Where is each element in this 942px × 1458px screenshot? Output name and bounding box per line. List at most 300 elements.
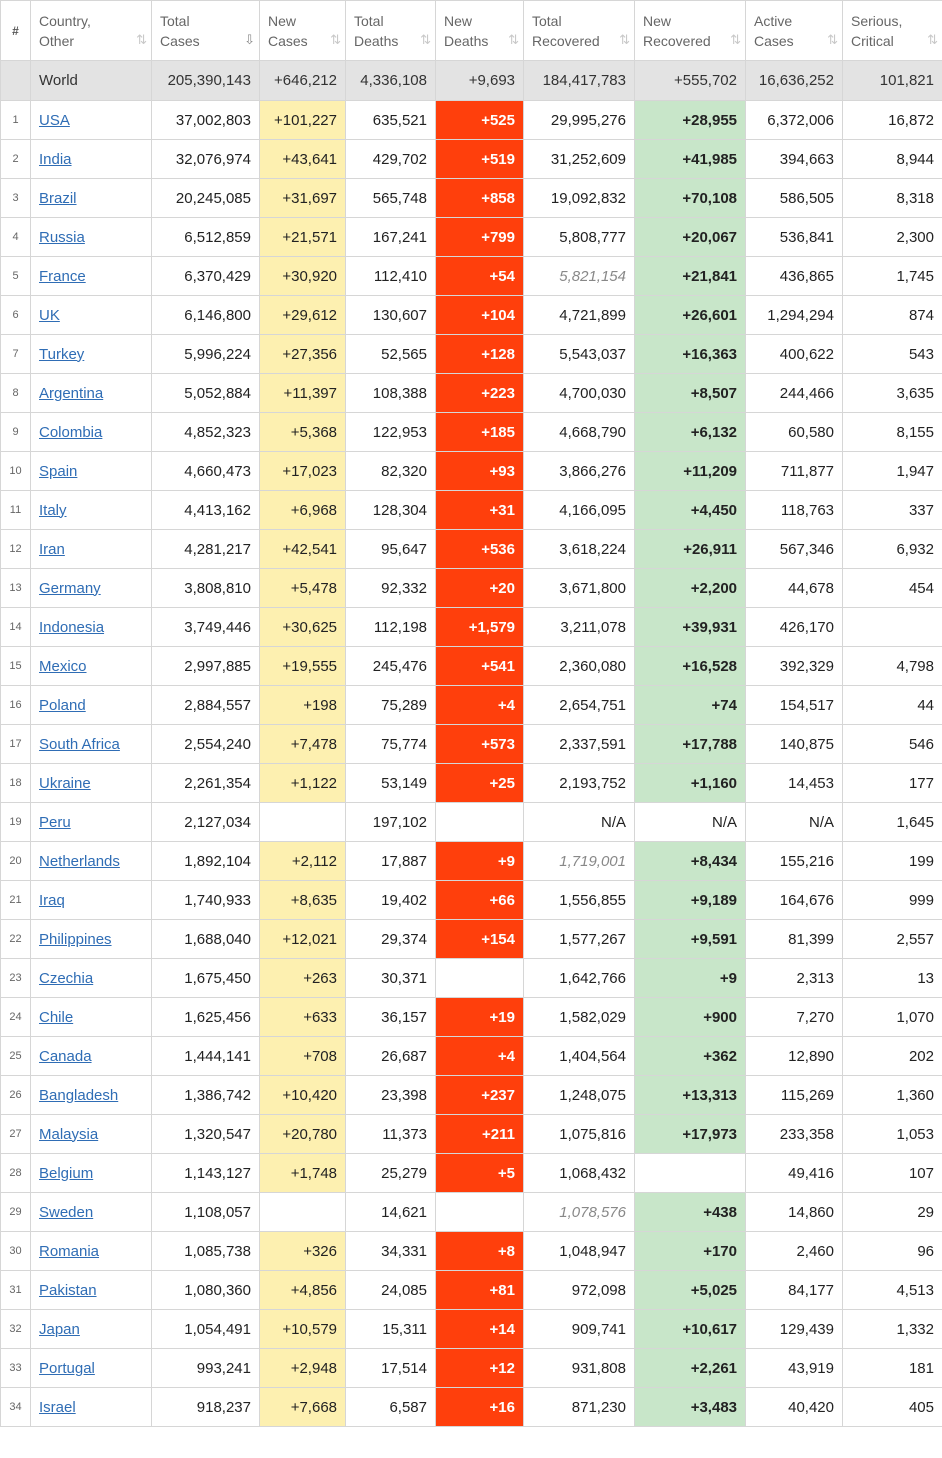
table-row (1, 803, 942, 842)
total-cases: 1,386,742 (152, 1076, 260, 1115)
country-cell (31, 1037, 152, 1076)
country-link[interactable]: Belgium (39, 1164, 94, 1182)
total-deaths: 108,388 (346, 374, 436, 413)
country-link[interactable]: Brazil (39, 189, 77, 207)
header-index: # (1, 1, 31, 61)
header-new-deaths-line2: Deaths (444, 32, 489, 49)
row-index: 5 (1, 257, 31, 296)
total-recovered: 5,543,037 (524, 335, 635, 374)
new-cases: +31,697 (260, 179, 346, 218)
row-index: 28 (1, 1154, 31, 1193)
new-deaths: +4 (436, 686, 524, 725)
new-deaths: +54 (436, 257, 524, 296)
row-index: 9 (1, 413, 31, 452)
new-deaths: +211 (436, 1115, 524, 1154)
total-cases: 993,241 (152, 1349, 260, 1388)
total-deaths: 6,587 (346, 1388, 436, 1427)
country-link[interactable]: Russia (39, 228, 85, 246)
country-link[interactable]: Argentina (39, 384, 104, 402)
header-total-cases-line1: Total (160, 12, 190, 29)
serious-critical: 4,513 (843, 1271, 942, 1310)
new-deaths: +154 (436, 920, 524, 959)
header-new-recovered-line1: New (643, 12, 672, 29)
row-index: 34 (1, 1388, 31, 1427)
total-deaths: 14,621 (346, 1193, 436, 1232)
new-deaths: +128 (436, 335, 524, 374)
total-cases: 2,127,034 (152, 803, 260, 842)
active-cases: 118,763 (746, 491, 843, 530)
new-cases: +30,625 (260, 608, 346, 647)
new-recovered: +26,601 (635, 296, 746, 335)
new-cases: +11,397 (260, 374, 346, 413)
total-cases: 5,052,884 (152, 374, 260, 413)
header-serious-line2: Critical (851, 32, 894, 49)
new-deaths (436, 803, 524, 842)
row-index: 29 (1, 1193, 31, 1232)
serious-critical: 1,070 (843, 998, 942, 1037)
active-cases: 60,580 (746, 413, 843, 452)
total-cases: 1,892,104 (152, 842, 260, 881)
serious-critical: 8,318 (843, 179, 942, 218)
new-deaths: +20 (436, 569, 524, 608)
country-link[interactable]: Italy (39, 501, 67, 519)
row-index: 12 (1, 530, 31, 569)
row-index: 20 (1, 842, 31, 881)
total-deaths: 26,687 (346, 1037, 436, 1076)
total-deaths: 17,514 (346, 1349, 436, 1388)
row-index: 16 (1, 686, 31, 725)
new-deaths: +93 (436, 452, 524, 491)
total-deaths: 95,647 (346, 530, 436, 569)
header-country-line1: Country, (39, 12, 91, 29)
world-new-recovered: +555,702 (635, 61, 746, 101)
sort-icon[interactable]: ⇅ (420, 32, 429, 47)
new-deaths: +8 (436, 1232, 524, 1271)
active-cases: N/A (746, 803, 843, 842)
table-row (1, 1388, 942, 1427)
header-country-line2: Other (39, 32, 75, 49)
new-recovered: +900 (635, 998, 746, 1037)
active-cases: 244,466 (746, 374, 843, 413)
table-row (1, 725, 942, 764)
header-new-recovered[interactable] (635, 1, 746, 61)
active-cases: 567,346 (746, 530, 843, 569)
country-link[interactable]: Ukraine (39, 774, 91, 792)
new-cases: +263 (260, 959, 346, 998)
total-cases: 5,996,224 (152, 335, 260, 374)
country-link[interactable]: Indonesia (39, 618, 105, 636)
table-row (1, 1037, 942, 1076)
total-recovered: 1,556,855 (524, 881, 635, 920)
header-total-cases[interactable] (152, 1, 260, 61)
new-deaths: +541 (436, 647, 524, 686)
new-recovered: +3,483 (635, 1388, 746, 1427)
header-new-recovered-line2: Recovered (643, 32, 711, 49)
country-link[interactable]: USA (39, 111, 70, 129)
total-cases: 20,245,085 (152, 179, 260, 218)
new-deaths: +525 (436, 101, 524, 140)
header-active-cases[interactable] (746, 1, 843, 61)
total-cases: 1,320,547 (152, 1115, 260, 1154)
country-link[interactable]: Germany (39, 579, 101, 597)
header-total-deaths[interactable] (346, 1, 436, 61)
table-row (1, 413, 942, 452)
total-recovered: 2,337,591 (524, 725, 635, 764)
total-cases: 2,884,557 (152, 686, 260, 725)
total-cases: 1,444,141 (152, 1037, 260, 1076)
total-deaths: 11,373 (346, 1115, 436, 1154)
country-cell (31, 1076, 152, 1115)
table-row (1, 764, 942, 803)
country-cell (31, 959, 152, 998)
serious-critical: 874 (843, 296, 942, 335)
serious-critical: 405 (843, 1388, 942, 1427)
world-name: World (31, 61, 152, 101)
serious-critical: 1,745 (843, 257, 942, 296)
serious-critical (843, 608, 942, 647)
new-cases: +101,227 (260, 101, 346, 140)
country-link[interactable]: India (39, 150, 72, 168)
header-serious-critical[interactable] (843, 1, 942, 61)
country-link[interactable]: Poland (39, 696, 86, 714)
header-active-cases-line2: Cases (754, 32, 794, 49)
total-recovered: 972,098 (524, 1271, 635, 1310)
header-serious-line1: Serious, (851, 12, 903, 29)
new-deaths: +573 (436, 725, 524, 764)
new-cases: +1,122 (260, 764, 346, 803)
row-index: 11 (1, 491, 31, 530)
row-index: 13 (1, 569, 31, 608)
row-index: 30 (1, 1232, 31, 1271)
serious-critical: 181 (843, 1349, 942, 1388)
active-cases: 14,860 (746, 1193, 843, 1232)
country-cell (31, 218, 152, 257)
country-cell (31, 257, 152, 296)
active-cases: 392,329 (746, 647, 843, 686)
country-cell (31, 140, 152, 179)
header-total-deaths-line2: Deaths (354, 32, 399, 49)
serious-critical: 2,300 (843, 218, 942, 257)
country-cell (31, 1115, 152, 1154)
total-recovered: 5,821,154 (524, 257, 635, 296)
header-total-recovered[interactable] (524, 1, 635, 61)
serious-critical: 546 (843, 725, 942, 764)
new-recovered: +9,591 (635, 920, 746, 959)
world-serious: 101,821 (843, 61, 942, 101)
country-link[interactable]: Israel (39, 1398, 76, 1416)
total-cases: 6,512,859 (152, 218, 260, 257)
row-index: 18 (1, 764, 31, 803)
table-row (1, 1232, 942, 1271)
new-cases: +42,541 (260, 530, 346, 569)
active-cases: 154,517 (746, 686, 843, 725)
total-deaths: 30,371 (346, 959, 436, 998)
table-row (1, 374, 942, 413)
header-total-deaths-line1: Total (354, 12, 384, 29)
header-new-cases-line2: Cases (268, 32, 308, 49)
table-row (1, 530, 942, 569)
total-recovered: 1,642,766 (524, 959, 635, 998)
total-deaths: 635,521 (346, 101, 436, 140)
total-cases: 1,143,127 (152, 1154, 260, 1193)
country-link[interactable]: Colombia (39, 423, 103, 441)
total-cases: 6,146,800 (152, 296, 260, 335)
sort-icon[interactable]: ⇅ (730, 32, 739, 47)
total-cases: 3,749,446 (152, 608, 260, 647)
row-index: 32 (1, 1310, 31, 1349)
serious-critical: 337 (843, 491, 942, 530)
serious-critical: 454 (843, 569, 942, 608)
new-recovered: +70,108 (635, 179, 746, 218)
total-deaths: 75,289 (346, 686, 436, 725)
total-recovered: 4,700,030 (524, 374, 635, 413)
new-recovered: +21,841 (635, 257, 746, 296)
country-link[interactable]: Netherlands (39, 852, 120, 870)
total-deaths: 36,157 (346, 998, 436, 1037)
active-cases: 12,890 (746, 1037, 843, 1076)
total-recovered: 1,248,075 (524, 1076, 635, 1115)
country-link[interactable]: Japan (39, 1320, 80, 1338)
total-cases: 2,261,354 (152, 764, 260, 803)
world-total-deaths: 4,336,108 (346, 61, 436, 101)
country-cell (31, 998, 152, 1037)
world-total-recovered: 184,417,783 (524, 61, 635, 101)
total-cases: 2,997,885 (152, 647, 260, 686)
total-deaths: 92,332 (346, 569, 436, 608)
total-deaths: 29,374 (346, 920, 436, 959)
country-link[interactable]: Turkey (39, 345, 85, 363)
new-recovered: +6,132 (635, 413, 746, 452)
sort-icon[interactable]: ⇅ (330, 32, 339, 47)
table-row (1, 920, 942, 959)
row-index: 25 (1, 1037, 31, 1076)
country-cell (31, 452, 152, 491)
new-deaths: +519 (436, 140, 524, 179)
active-cases: 44,678 (746, 569, 843, 608)
new-recovered: +16,528 (635, 647, 746, 686)
new-cases: +5,478 (260, 569, 346, 608)
new-cases: +7,478 (260, 725, 346, 764)
new-deaths: +16 (436, 1388, 524, 1427)
new-cases: +2,112 (260, 842, 346, 881)
new-cases (260, 803, 346, 842)
total-cases: 1,054,491 (152, 1310, 260, 1349)
country-link[interactable]: Mexico (39, 657, 87, 675)
country-cell (31, 1193, 152, 1232)
serious-critical: 96 (843, 1232, 942, 1271)
new-deaths: +185 (436, 413, 524, 452)
total-deaths: 23,398 (346, 1076, 436, 1115)
total-deaths: 19,402 (346, 881, 436, 920)
new-deaths: +536 (436, 530, 524, 569)
row-index: 1 (1, 101, 31, 140)
active-cases: 84,177 (746, 1271, 843, 1310)
serious-critical: 3,635 (843, 374, 942, 413)
country-link[interactable]: France (39, 267, 86, 285)
country-cell (31, 569, 152, 608)
new-recovered: +4,450 (635, 491, 746, 530)
active-cases: 586,505 (746, 179, 843, 218)
country-cell (31, 413, 152, 452)
table-row (1, 569, 942, 608)
country-link[interactable]: Chile (39, 1008, 74, 1026)
new-deaths: +1,579 (436, 608, 524, 647)
table-row (1, 842, 942, 881)
new-recovered (635, 1154, 746, 1193)
active-cases: 2,313 (746, 959, 843, 998)
new-cases: +12,021 (260, 920, 346, 959)
new-recovered: +8,507 (635, 374, 746, 413)
serious-critical: 177 (843, 764, 942, 803)
country-cell (31, 1271, 152, 1310)
new-recovered: +17,788 (635, 725, 746, 764)
new-cases: +21,571 (260, 218, 346, 257)
new-deaths (436, 1193, 524, 1232)
total-cases: 1,625,456 (152, 998, 260, 1037)
total-cases: 1,085,738 (152, 1232, 260, 1271)
row-index: 6 (1, 296, 31, 335)
serious-critical: 1,332 (843, 1310, 942, 1349)
total-deaths: 565,748 (346, 179, 436, 218)
table-header-row (1, 1, 942, 61)
header-new-deaths[interactable] (436, 1, 524, 61)
country-link[interactable]: Malaysia (39, 1125, 99, 1143)
new-deaths: +858 (436, 179, 524, 218)
total-recovered: 3,671,800 (524, 569, 635, 608)
total-recovered: 3,618,224 (524, 530, 635, 569)
new-cases: +8,635 (260, 881, 346, 920)
new-deaths: +237 (436, 1076, 524, 1115)
table-row (1, 608, 942, 647)
active-cases: 536,841 (746, 218, 843, 257)
total-cases: 1,108,057 (152, 1193, 260, 1232)
header-new-deaths-line1: New (444, 12, 473, 29)
row-index: 17 (1, 725, 31, 764)
active-cases: 140,875 (746, 725, 843, 764)
world-total-cases: 205,390,143 (152, 61, 260, 101)
country-cell (31, 764, 152, 803)
country-cell (31, 647, 152, 686)
new-cases: +43,641 (260, 140, 346, 179)
new-recovered: +9 (635, 959, 746, 998)
row-index: 22 (1, 920, 31, 959)
header-country[interactable] (31, 1, 152, 61)
new-recovered: +170 (635, 1232, 746, 1271)
total-deaths: 25,279 (346, 1154, 436, 1193)
table-row (1, 1310, 942, 1349)
header-new-cases[interactable] (260, 1, 346, 61)
active-cases: 14,453 (746, 764, 843, 803)
serious-critical: 999 (843, 881, 942, 920)
country-link[interactable]: UK (39, 306, 60, 324)
sort-icon[interactable]: ⇅ (136, 32, 145, 47)
total-recovered: 29,995,276 (524, 101, 635, 140)
total-recovered: 871,230 (524, 1388, 635, 1427)
new-deaths: +66 (436, 881, 524, 920)
active-cases: 81,399 (746, 920, 843, 959)
country-link[interactable]: Pakistan (39, 1281, 97, 1299)
total-recovered: 931,808 (524, 1349, 635, 1388)
row-index: 23 (1, 959, 31, 998)
country-link[interactable]: Peru (39, 813, 71, 831)
total-deaths: 15,311 (346, 1310, 436, 1349)
total-deaths: 82,320 (346, 452, 436, 491)
table-row (1, 1193, 942, 1232)
total-cases: 1,080,360 (152, 1271, 260, 1310)
total-deaths: 52,565 (346, 335, 436, 374)
sort-icon[interactable]: ⇅ (619, 32, 628, 47)
new-recovered: +1,160 (635, 764, 746, 803)
row-index: 3 (1, 179, 31, 218)
total-cases: 37,002,803 (152, 101, 260, 140)
total-cases: 32,076,974 (152, 140, 260, 179)
country-link[interactable]: Spain (39, 462, 78, 480)
serious-critical: 2,557 (843, 920, 942, 959)
new-deaths: +19 (436, 998, 524, 1037)
country-link[interactable]: South Africa (39, 735, 120, 753)
country-link[interactable]: Portugal (39, 1359, 95, 1377)
country-link[interactable]: Czechia (39, 969, 94, 987)
country-cell (31, 335, 152, 374)
header-total-recovered-line2: Recovered (532, 32, 600, 49)
total-cases: 4,852,323 (152, 413, 260, 452)
active-cases: 164,676 (746, 881, 843, 920)
row-index: 21 (1, 881, 31, 920)
country-link[interactable]: Iraq (39, 891, 65, 909)
new-recovered: +11,209 (635, 452, 746, 491)
sort-icon[interactable]: ⇅ (827, 32, 836, 47)
total-recovered: 19,092,832 (524, 179, 635, 218)
new-cases (260, 1193, 346, 1232)
active-cases: 436,865 (746, 257, 843, 296)
country-link[interactable]: Bangladesh (39, 1086, 119, 1104)
new-recovered: +20,067 (635, 218, 746, 257)
new-cases: +17,023 (260, 452, 346, 491)
country-cell (31, 686, 152, 725)
table-row (1, 647, 942, 686)
serious-critical: 1,947 (843, 452, 942, 491)
sort-icon[interactable]: ⇅ (508, 32, 517, 47)
country-link[interactable]: Romania (39, 1242, 100, 1260)
country-link[interactable]: Iran (39, 540, 65, 558)
total-recovered: 1,577,267 (524, 920, 635, 959)
sort-icon[interactable]: ⇅ (927, 32, 936, 47)
new-deaths: +25 (436, 764, 524, 803)
new-deaths: +14 (436, 1310, 524, 1349)
table-row (1, 1349, 942, 1388)
country-cell (31, 1349, 152, 1388)
new-recovered: +74 (635, 686, 746, 725)
active-cases: 7,270 (746, 998, 843, 1037)
country-link[interactable]: Philippines (39, 930, 112, 948)
total-recovered: 2,654,751 (524, 686, 635, 725)
serious-critical: 1,645 (843, 803, 942, 842)
total-deaths: 122,953 (346, 413, 436, 452)
country-cell (31, 374, 152, 413)
row-index: 8 (1, 374, 31, 413)
table-row (1, 1115, 942, 1154)
header-total-cases-line2: Cases (160, 32, 200, 49)
new-deaths: +5 (436, 1154, 524, 1193)
serious-critical: 543 (843, 335, 942, 374)
total-cases: 4,660,473 (152, 452, 260, 491)
sort-descending-icon[interactable]: ⇩ (244, 32, 253, 47)
total-recovered: 4,721,899 (524, 296, 635, 335)
total-recovered: 1,404,564 (524, 1037, 635, 1076)
serious-critical: 8,944 (843, 140, 942, 179)
country-link[interactable]: Canada (39, 1047, 92, 1065)
country-link[interactable]: Sweden (39, 1203, 94, 1221)
